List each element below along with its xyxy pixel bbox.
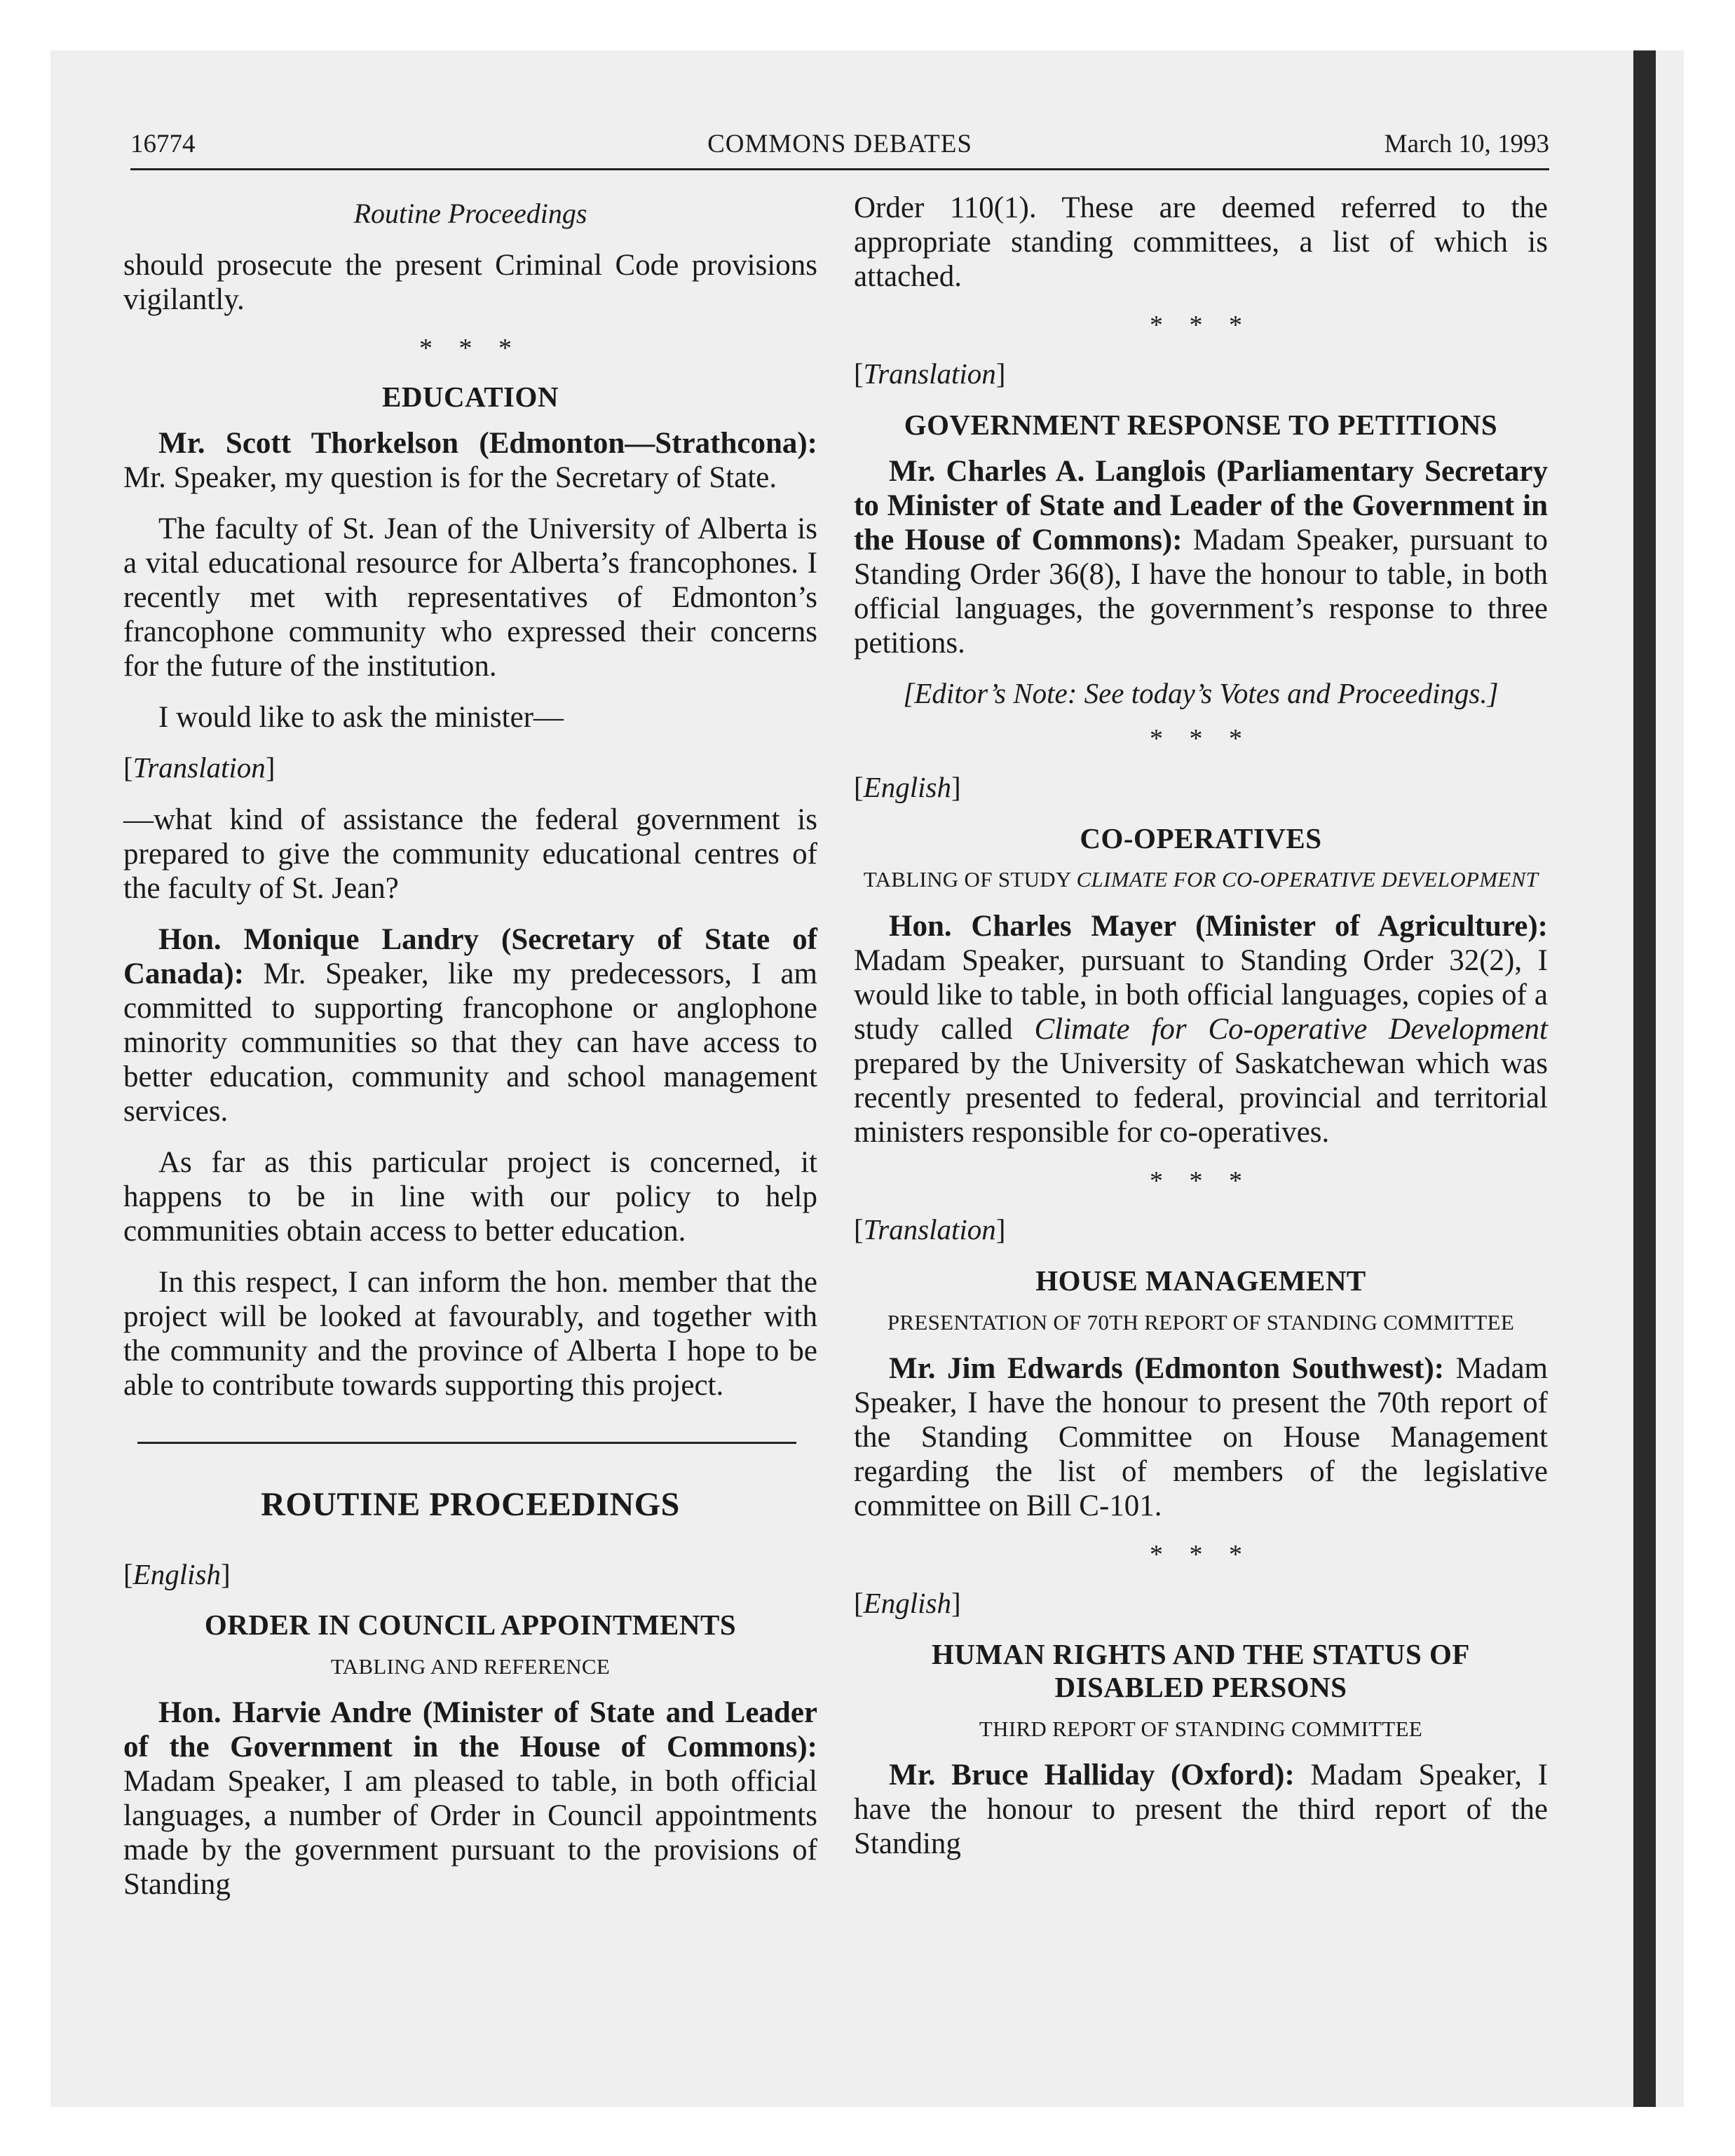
section-separator: * * * bbox=[1150, 311, 1252, 341]
paragraph-text: Madam Speaker, I have the honour to present the third report of the Standing bbox=[854, 1758, 1548, 1860]
language-label: English bbox=[863, 1587, 951, 1620]
speaker-name: Mr. Charles A. Langlois (Parliamentary Secretary to Minister of State and Leader of the Government in the House of Commons): bbox=[854, 454, 1548, 557]
section-rule bbox=[137, 1442, 796, 1444]
paragraph bbox=[123, 922, 817, 1128]
paragraph: The faculty of St. Jean of the University of Alberta is a vital educational resource for Alberta’s francophones. I recently met with representatives of Edmonton’s francophone community who expressed their concerns for the future of the institution. bbox=[123, 512, 817, 683]
language-marker: [Translation] bbox=[123, 751, 275, 784]
paragraph: As far as this particular project is concerned, it happens to be in line with our policy to help communities obtain access to better education. bbox=[123, 1145, 817, 1248]
language-marker: [Translation] bbox=[854, 357, 1006, 390]
language-label: English bbox=[863, 770, 951, 803]
language-label: English bbox=[132, 1557, 221, 1590]
paragraph-text: Madam Speaker, pursuant to Standing Order 36(8), I have the honour to table, in both official languages, the government’s response to three petitions. bbox=[854, 523, 1548, 660]
speaker-name: Hon. Monique Landry (Secretary of State of Canada): bbox=[123, 922, 817, 990]
language-label: Translation bbox=[863, 1213, 996, 1246]
language-label: Translation bbox=[132, 751, 266, 784]
page-header bbox=[130, 125, 1549, 170]
section-heading: CO-OPERATIVES bbox=[1080, 821, 1322, 854]
language-marker: [English] bbox=[123, 1557, 231, 1590]
subsection-heading: PRESENTATION OF 70TH REPORT OF STANDING COMMITTEE bbox=[887, 1309, 1515, 1335]
language-marker: [English] bbox=[854, 770, 961, 803]
study-title-inline: Climate for Co-operative Development bbox=[1034, 1012, 1548, 1046]
speaker-name: Mr. Scott Thorkelson (Edmonton—Strathcona): bbox=[158, 426, 817, 460]
section-separator: * * * bbox=[1150, 1540, 1252, 1570]
section-separator: * * * bbox=[1150, 723, 1252, 753]
major-heading: ROUTINE PROCEEDINGS bbox=[261, 1485, 680, 1523]
study-title: CLIMATE FOR CO-OPERATIVE DEVELOPMENT bbox=[1076, 867, 1539, 892]
language-marker: [English] bbox=[854, 1587, 961, 1620]
speaker-name: Hon. Charles Mayer (Minister of Agriculture): bbox=[889, 909, 1548, 943]
section-heading: EDUCATION bbox=[381, 380, 559, 413]
subsection-heading: THIRD REPORT OF STANDING COMMITTEE bbox=[979, 1716, 1423, 1741]
editors-note: [Editor’s Note: See today’s Votes and Proceedings.] bbox=[903, 676, 1499, 709]
paragraph bbox=[854, 909, 1548, 1149]
page-date: March 10, 1993 bbox=[1384, 130, 1549, 158]
left-column bbox=[123, 191, 817, 1918]
language-marker: [Translation] bbox=[854, 1213, 1006, 1246]
paragraph: should prosecute the present Criminal Code provisions vigilantly. bbox=[123, 248, 817, 316]
section-separator: * * * bbox=[419, 333, 522, 363]
subsection-heading bbox=[854, 867, 1548, 892]
paragraph bbox=[854, 1758, 1548, 1861]
paragraph-text: Mr. Speaker, my question is for the Secretary of State. bbox=[123, 460, 777, 494]
speaker-name: Mr. Bruce Halliday (Oxford): bbox=[889, 1758, 1295, 1792]
language-label: Translation bbox=[863, 357, 996, 390]
paragraph bbox=[123, 1696, 817, 1902]
section-heading: HOUSE MANAGEMENT bbox=[1035, 1264, 1366, 1297]
paragraph bbox=[854, 454, 1548, 660]
paragraph bbox=[854, 1351, 1548, 1523]
paragraph: I would like to ask the minister— bbox=[158, 700, 564, 734]
paragraph bbox=[123, 426, 817, 495]
paragraph-text: Mr. Speaker, like my predecessors, I am committed to supporting francophone or anglophone minority communities so that they can have access to better education, community and school management services. bbox=[123, 957, 817, 1128]
section-heading: HUMAN RIGHTS AND THE STATUS OF DISABLED PERSONS bbox=[932, 1638, 1470, 1703]
speaker-name: Hon. Harvie Andre (Minister of State and Leader of the Government in the House of Commons): bbox=[123, 1696, 817, 1764]
subsection-heading: TABLING AND REFERENCE bbox=[330, 1653, 611, 1679]
paragraph-text: Madam Speaker, pursuant to Standing Order 32(2), I would like to table, in both official languages, copies of a study called bbox=[854, 943, 1548, 1046]
section-heading: GOVERNMENT RESPONSE TO PETITIONS bbox=[904, 409, 1498, 442]
section-heading: ORDER IN COUNCIL APPOINTMENTS bbox=[204, 1609, 737, 1642]
paragraph-text: prepared by the University of Saskatchewan which was recently presented to federal, provincial and territorial ministers responsible for co-operatives. bbox=[854, 1046, 1548, 1149]
page-number: 16774 bbox=[130, 130, 196, 158]
subsection-prefix: TABLING OF STUDY bbox=[863, 867, 1077, 892]
scan-edge-shadow bbox=[1633, 50, 1656, 2107]
section-separator: * * * bbox=[1150, 1166, 1252, 1196]
paragraph: —what kind of assistance the federal government is prepared to give the community educational centres of the faculty of St. Jean? bbox=[123, 803, 817, 905]
paragraph-text: Madam Speaker, I am pleased to table, in both official languages, a number of Order in Council appointments made by the government pursuant to the provisions of Standing bbox=[123, 1765, 817, 1902]
paragraph: Order 110(1). These are deemed referred to the appropriate standing committees, a list of which is attached. bbox=[854, 191, 1548, 294]
paragraph-text: Madam Speaker, I have the honour to present the 70th report of the Standing Committee on House Management regarding the list of members of the legislative committee on Bill C-101. bbox=[854, 1351, 1548, 1523]
publication-title: COMMONS DEBATES bbox=[707, 130, 972, 158]
paragraph: In this respect, I can inform the hon. member that the project will be looked at favourably, and together with the community and the province of Alberta I hope to be able to contribute towards supporting this project. bbox=[123, 1265, 817, 1402]
right-column bbox=[854, 191, 1548, 1878]
speaker-name: Mr. Jim Edwards (Edmonton Southwest): bbox=[889, 1351, 1445, 1385]
running-head: Routine Proceedings bbox=[353, 198, 587, 229]
